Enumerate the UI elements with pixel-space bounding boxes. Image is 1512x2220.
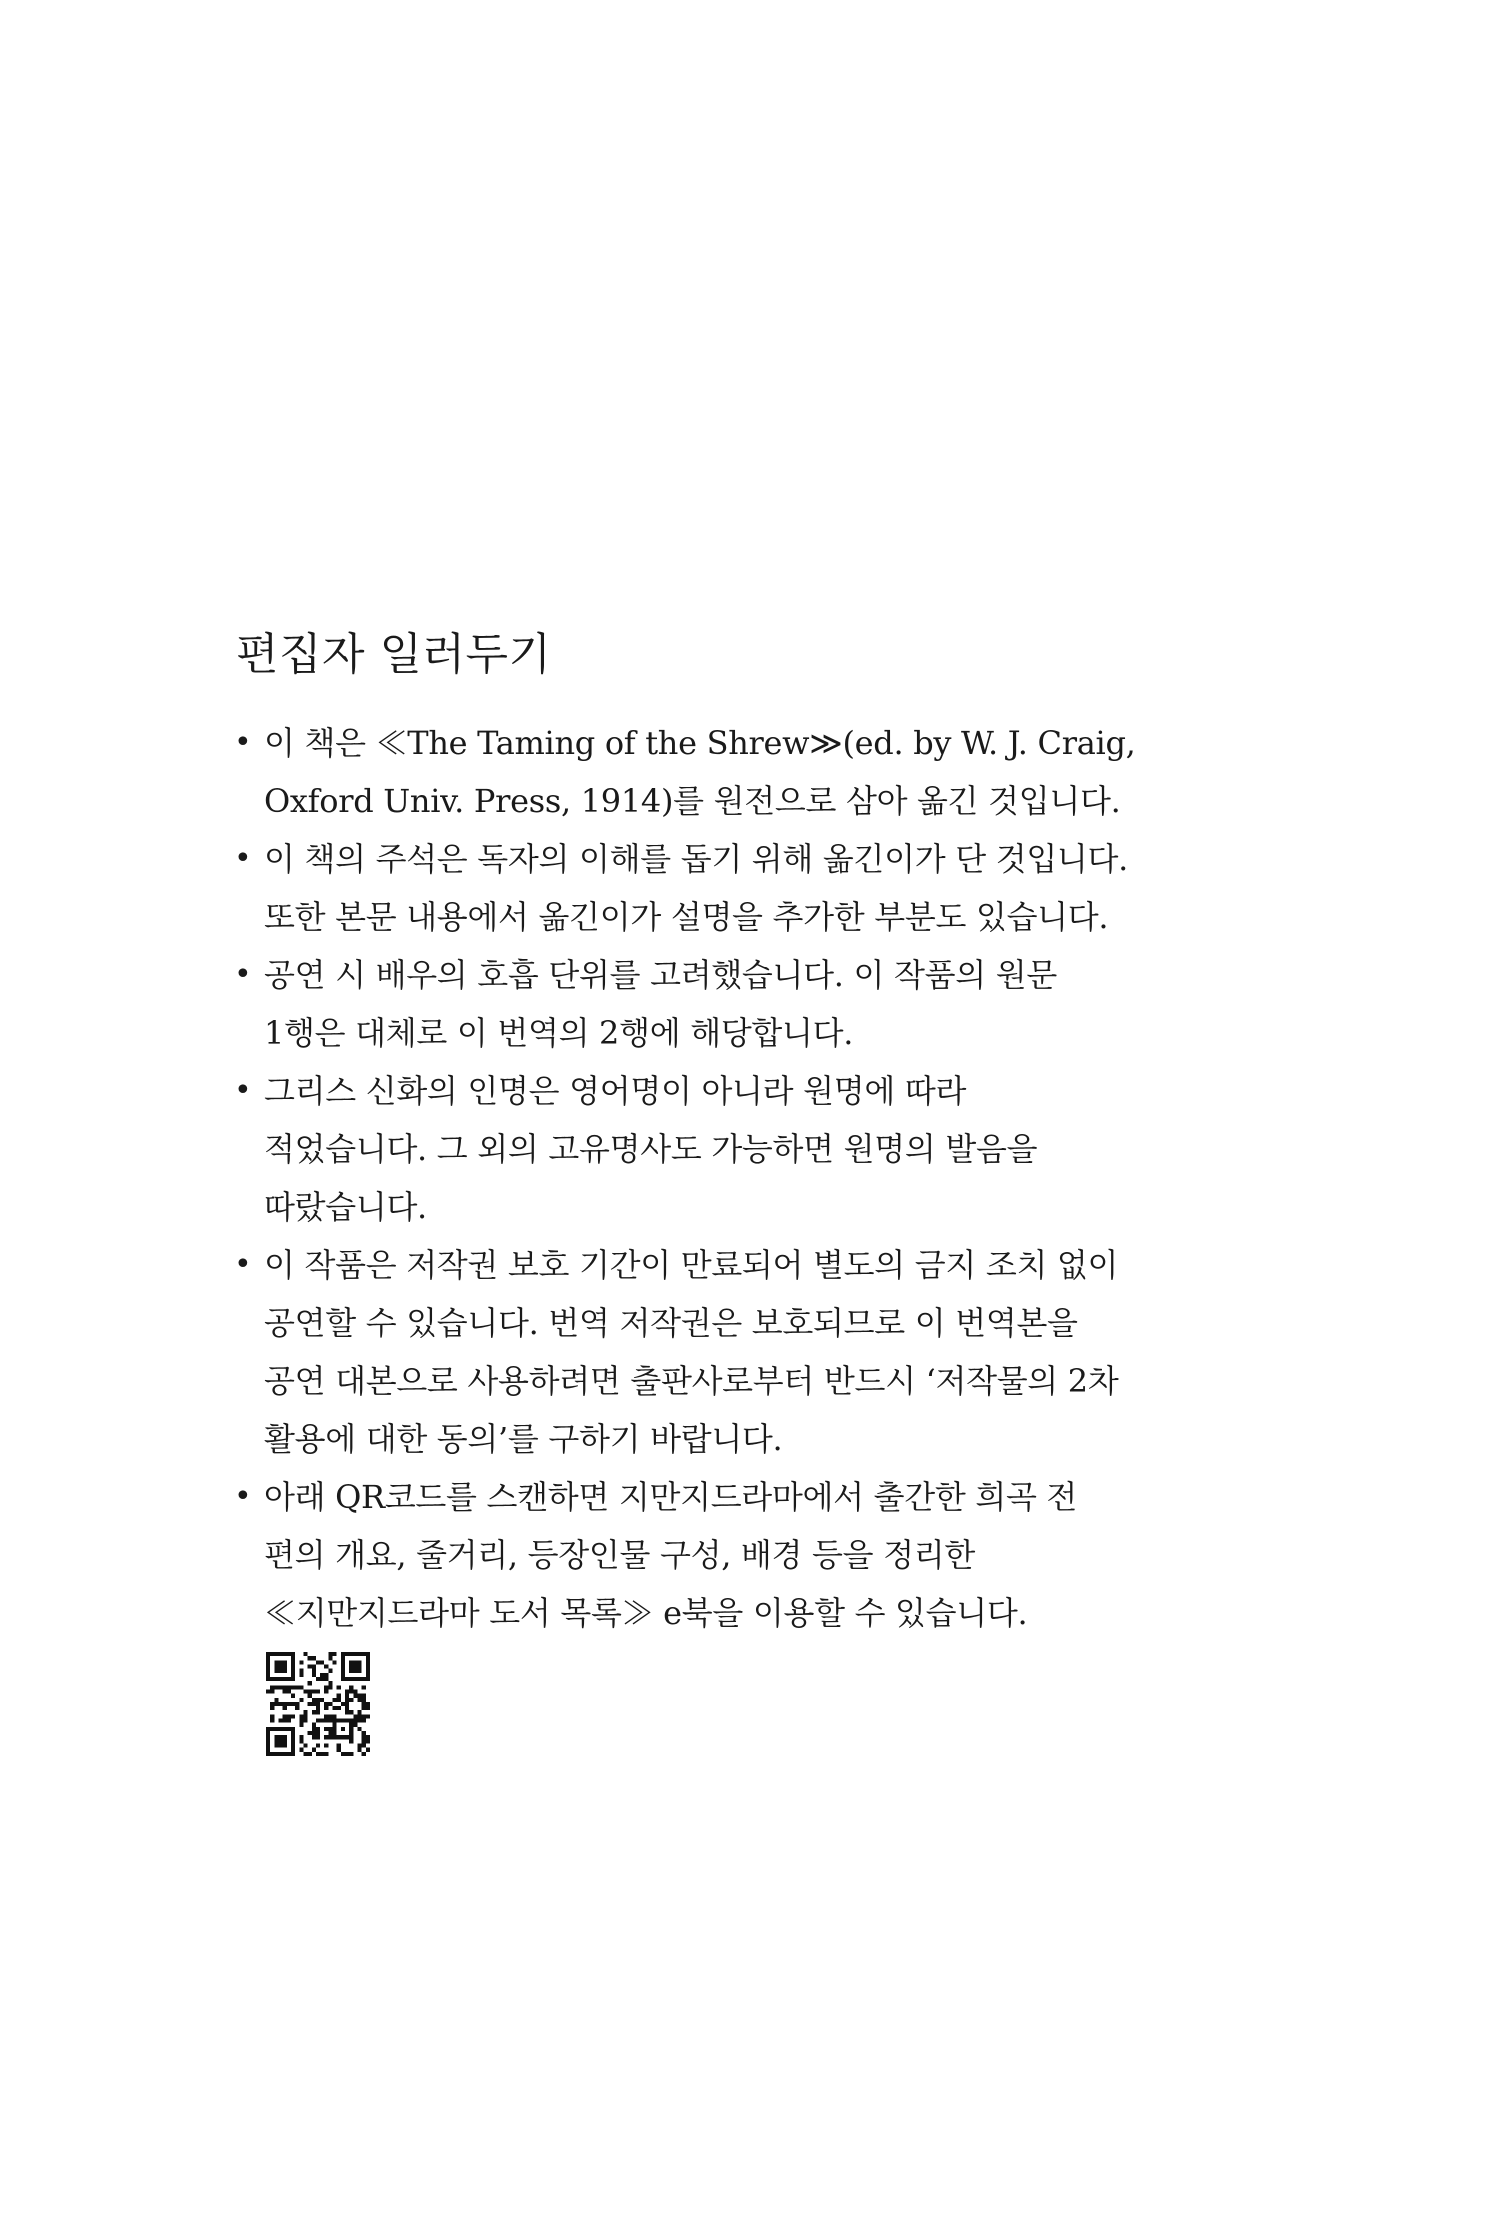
bullet: • xyxy=(234,1479,252,1514)
note-line: 이 책은 ≪The Taming of the Shrew≫(ed. by W. J. Craig, xyxy=(264,724,1136,762)
bullet: • xyxy=(234,1247,252,1282)
note-line: Oxford Univ. Press, 1914)를 원전으로 삼아 옮긴 것입니다. xyxy=(264,782,1121,820)
note-line: 1행은 대체로 이 번역의 2행에 해당합니다. xyxy=(264,1014,854,1052)
bullet: • xyxy=(234,957,252,992)
note-item xyxy=(234,1236,1234,1468)
note-line: 적었습니다. 그 외의 고유명사도 가능하면 원명의 발음을 xyxy=(264,1130,1038,1168)
note-item xyxy=(234,1062,1234,1236)
note-line: 활용에 대한 동의’를 구하기 바랍니다. xyxy=(264,1420,783,1458)
note-item xyxy=(234,714,1234,830)
note-line: 이 작품은 저작권 보호 기간이 만료되어 별도의 금지 조치 없이 xyxy=(264,1246,1119,1284)
note-item xyxy=(234,1468,1234,1642)
note-line: 편의 개요, 줄거리, 등장인물 구성, 배경 등을 정리한 xyxy=(264,1536,975,1574)
note-line: 이 책의 주석은 독자의 이해를 돕기 위해 옮긴이가 단 것입니다. xyxy=(264,840,1129,878)
page-title: 편집자 일러두기 xyxy=(236,629,552,680)
note-line: 따랐습니다. xyxy=(264,1188,427,1226)
editor-notes-list xyxy=(234,714,1234,1642)
note-line: 공연 시 배우의 호흡 단위를 고려했습니다. 이 작품의 원문 xyxy=(264,956,1057,994)
note-line: 공연 대본으로 사용하려면 출판사로부터 반드시 ‘저작물의 2차 xyxy=(264,1362,1119,1400)
note-item xyxy=(234,830,1234,946)
note-line: ≪지만지드라마 도서 목록≫ e북을 이용할 수 있습니다. xyxy=(264,1594,1028,1632)
bullet: • xyxy=(234,725,252,760)
bullet: • xyxy=(234,841,252,876)
note-line: 공연할 수 있습니다. 번역 저작권은 보호되므로 이 번역본을 xyxy=(264,1304,1078,1342)
qr-code-icon[interactable] xyxy=(266,1652,370,1756)
note-line: 또한 본문 내용에서 옮긴이가 설명을 추가한 부분도 있습니다. xyxy=(264,898,1109,936)
note-line: 아래 QR코드를 스캔하면 지만지드라마에서 출간한 희곡 전 xyxy=(264,1478,1078,1516)
note-line: 그리스 신화의 인명은 영어명이 아니라 원명에 따라 xyxy=(264,1072,967,1110)
bullet: • xyxy=(234,1073,252,1108)
note-item xyxy=(234,946,1234,1062)
